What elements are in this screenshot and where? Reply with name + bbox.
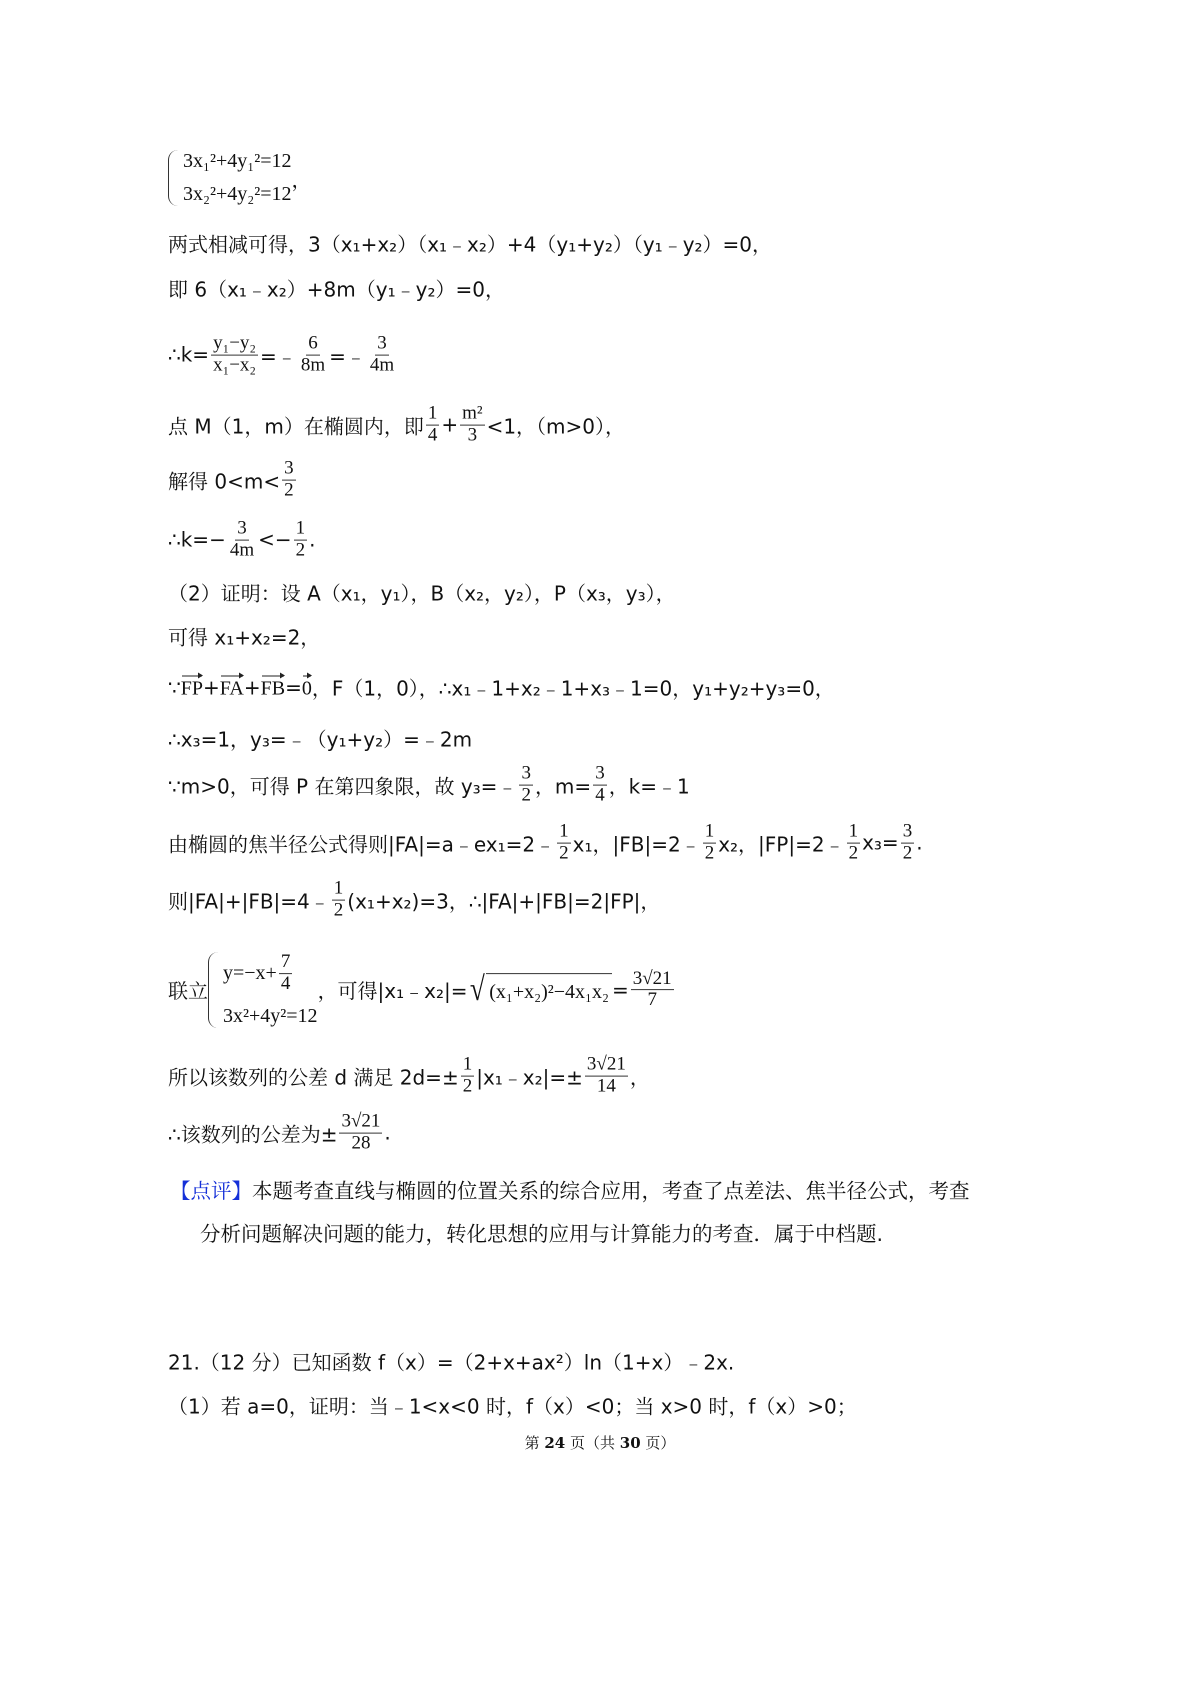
text-run: x₂，|FP|=2﹣ bbox=[718, 832, 845, 857]
denominator: 2 bbox=[848, 842, 859, 864]
solution-line bbox=[168, 1391, 857, 1420]
fraction bbox=[631, 969, 674, 1012]
footer-suffix: 页） bbox=[640, 1434, 676, 1452]
solution-line bbox=[168, 578, 676, 607]
text-run: 3x²+4y²=12 bbox=[223, 1004, 318, 1027]
numerator: 1 bbox=[462, 1053, 473, 1075]
vector: FA bbox=[220, 674, 244, 701]
text-run: ，m= bbox=[534, 774, 592, 799]
solution-line bbox=[168, 724, 472, 753]
solution-line bbox=[168, 334, 398, 377]
text-run: ， bbox=[629, 1065, 650, 1090]
text-run: y=−x+ bbox=[223, 962, 277, 984]
vector: FB bbox=[261, 674, 285, 701]
denominator: 2 bbox=[559, 842, 569, 864]
total-pages: 30 bbox=[619, 1434, 641, 1452]
numerator: 1 bbox=[295, 517, 306, 539]
comment-tag: 【点评】 bbox=[170, 1179, 252, 1203]
footer-prefix: 第 bbox=[524, 1434, 545, 1452]
numerator: 1 bbox=[427, 402, 438, 424]
fraction bbox=[294, 519, 308, 562]
numerator: 3 bbox=[377, 332, 387, 354]
text-run: 可得 x₁+x₂=2， bbox=[168, 625, 321, 650]
denominator: 2 bbox=[521, 784, 531, 806]
numerator: 3 bbox=[237, 517, 247, 539]
solution-line bbox=[168, 1055, 650, 1098]
text-run: 即 6（x₁﹣x₂）+8m（y₁﹣y₂）=0， bbox=[168, 277, 505, 302]
system-row bbox=[183, 150, 292, 173]
numerator: 3√21 bbox=[341, 1110, 381, 1132]
denominator: 2 bbox=[704, 842, 715, 864]
text-run: 解得 0<m< bbox=[168, 469, 281, 494]
text-run: 点 M（1，m）在椭圆内，即 bbox=[168, 414, 424, 439]
text-run: 则|FA|+|FB|=4﹣ bbox=[168, 889, 330, 914]
denominator: 2 bbox=[462, 1075, 473, 1097]
text-run: + bbox=[441, 413, 459, 437]
text-run: |x₁﹣x₂|=± bbox=[476, 1065, 583, 1090]
system-rows bbox=[223, 952, 318, 1028]
denominator: 4 bbox=[427, 424, 438, 446]
numerator: 1 bbox=[333, 877, 344, 899]
solution-line bbox=[168, 459, 298, 502]
numerator: 6 bbox=[308, 332, 318, 354]
radicand: (x₁+x₂)²−4x₁x₂ bbox=[486, 973, 612, 1007]
text-run: 3x₁²+4y₁²=12 bbox=[183, 150, 292, 172]
numerator: 1 bbox=[559, 820, 569, 842]
fraction bbox=[557, 822, 571, 865]
fraction bbox=[847, 822, 861, 865]
numerator: 3 bbox=[521, 762, 531, 784]
denominator: 28 bbox=[351, 1132, 371, 1154]
denominator: 4m bbox=[229, 539, 255, 561]
denominator: 4 bbox=[595, 784, 605, 806]
square-root bbox=[468, 973, 612, 1007]
solution-line bbox=[168, 952, 676, 1028]
denominator: 7 bbox=[647, 989, 657, 1011]
fraction bbox=[460, 404, 484, 447]
fraction bbox=[282, 459, 296, 502]
numerator: 3 bbox=[595, 762, 605, 784]
footer-middle: 页（共 bbox=[565, 1434, 620, 1452]
fraction bbox=[593, 764, 607, 807]
fraction bbox=[211, 334, 258, 377]
text-run: 两式相减可得，3（x₁+x₂）（x₁﹣x₂）+4（y₁+y₂）（y₁﹣y₂）=0， bbox=[168, 232, 773, 257]
text-run: = bbox=[611, 978, 629, 1002]
fraction bbox=[339, 1112, 382, 1155]
fraction bbox=[703, 822, 717, 865]
fraction bbox=[519, 764, 533, 807]
text-run: 由椭圆的焦半径公式得则|FA|=a﹣ex₁=2﹣ bbox=[168, 832, 556, 857]
equation-system bbox=[168, 150, 292, 206]
denominator: 8m bbox=[300, 354, 326, 376]
system-row bbox=[223, 1005, 318, 1028]
text-run: (x₁+x₂)=3，∴|FA|+|FB|=2|FP|， bbox=[347, 889, 661, 914]
page-footer bbox=[0, 1432, 1200, 1453]
denominator: 4m bbox=[369, 354, 395, 376]
fraction bbox=[461, 1055, 475, 1098]
numerator: 1 bbox=[704, 820, 715, 842]
numerator: 3 bbox=[284, 457, 294, 479]
text-run: ，F（1，0），∴x₁﹣1+x₂﹣1+x₃﹣1=0，y₁+y₂+y₃=0， bbox=[311, 676, 835, 701]
numerator: m² bbox=[462, 402, 483, 424]
numerator: 1 bbox=[848, 820, 859, 842]
solution-line bbox=[168, 879, 660, 922]
text-run: + bbox=[243, 675, 261, 699]
numerator: 3√21 bbox=[632, 967, 672, 989]
system-row bbox=[183, 183, 292, 206]
text-run: =﹣ bbox=[260, 344, 297, 369]
denominator: 2 bbox=[284, 479, 294, 501]
solution-line bbox=[168, 764, 690, 807]
denominator: 2 bbox=[333, 899, 344, 921]
text-run: <− bbox=[258, 528, 292, 552]
solution-line bbox=[168, 822, 923, 865]
fraction bbox=[228, 519, 256, 562]
numerator: 7 bbox=[280, 951, 291, 973]
text-run: =﹣ bbox=[329, 344, 366, 369]
solution-line bbox=[168, 150, 312, 206]
text-run: 21.（12 分）已知函数 f（x）=（2+x+ax²）ln（1+x）﹣2x. bbox=[168, 1350, 735, 1375]
solution-line bbox=[168, 274, 505, 303]
text-run: . bbox=[309, 528, 316, 552]
text-run: x₁，|FB|=2﹣ bbox=[572, 832, 701, 857]
radical-sign-icon: √ bbox=[469, 971, 485, 1008]
text-run: = bbox=[285, 675, 302, 699]
text-run: （1）若 a=0，证明：当﹣1<x<0 时，f（x）<0；当 x>0 时，f（x）>0； bbox=[168, 1394, 857, 1419]
denominator: x₁−x₂ bbox=[213, 354, 257, 376]
text-run: ∵ bbox=[168, 675, 181, 699]
comment-paragraph bbox=[170, 1170, 980, 1256]
text-run: ∵m>0，可得 P 在第四象限，故 y₃=﹣ bbox=[168, 774, 518, 799]
text-run: 联立 bbox=[168, 979, 208, 1004]
numerator: 3√21 bbox=[586, 1053, 626, 1075]
page-number: 24 bbox=[544, 1434, 566, 1452]
text-run: （2）证明：设 A（x₁，y₁），B（x₂，y₂），P（x₃，y₃）， bbox=[168, 581, 676, 606]
fraction bbox=[368, 334, 396, 377]
solution-line bbox=[168, 229, 772, 258]
text-run: ∴k= bbox=[168, 343, 210, 367]
text-run: ∴x₃=1，y₃=﹣（y₁+y₂）=﹣2m bbox=[168, 727, 473, 752]
fraction bbox=[299, 334, 327, 377]
fraction bbox=[279, 952, 293, 995]
text-run: . bbox=[916, 831, 923, 855]
comment-text: 本题考查直线与椭圆的位置关系的综合应用，考查了点差法、焦半径公式，考查分析问题解决问题的能力，转化思想的应用与计算能力的考查．属于中档题. bbox=[200, 1179, 970, 1246]
text-run: ，可得|x₁﹣x₂|= bbox=[317, 979, 468, 1004]
text-run: ， bbox=[291, 167, 312, 192]
left-brace-icon bbox=[208, 952, 219, 1028]
solution-line bbox=[168, 404, 625, 447]
solution-line bbox=[168, 1347, 734, 1376]
text-run: ∴k=− bbox=[168, 528, 226, 552]
text-run: <1，（m>0）， bbox=[486, 414, 626, 439]
fraction bbox=[901, 822, 915, 865]
denominator: 2 bbox=[902, 842, 913, 864]
text-run: ∴该数列的公差为± bbox=[168, 1122, 338, 1147]
solution-line bbox=[168, 519, 315, 562]
numerator: y₁−y₂ bbox=[213, 332, 257, 354]
denominator: 2 bbox=[295, 539, 306, 561]
equation-system bbox=[208, 952, 318, 1028]
fraction bbox=[332, 879, 346, 922]
system-row bbox=[223, 952, 318, 995]
numerator: 3 bbox=[902, 820, 913, 842]
text-run: 3x₂²+4y₂²=12 bbox=[183, 183, 292, 205]
denominator: 3 bbox=[467, 424, 478, 446]
solution-line bbox=[168, 622, 320, 651]
denominator: 14 bbox=[596, 1075, 616, 1097]
solution-line bbox=[168, 673, 835, 702]
left-brace-icon bbox=[168, 150, 179, 206]
text-run: ，k=﹣1 bbox=[608, 774, 690, 799]
fraction bbox=[585, 1055, 628, 1098]
vector: FP bbox=[181, 674, 203, 701]
fraction bbox=[426, 404, 440, 447]
system-rows bbox=[183, 150, 292, 206]
text-run: + bbox=[202, 675, 220, 699]
text-run: x₃= bbox=[862, 831, 899, 855]
text-run: 所以该数列的公差 d 满足 2d=± bbox=[168, 1065, 459, 1090]
text-run: . bbox=[384, 1121, 391, 1145]
solution-line bbox=[168, 1112, 391, 1155]
denominator: 4 bbox=[280, 973, 291, 994]
vector: 0 bbox=[302, 674, 312, 701]
